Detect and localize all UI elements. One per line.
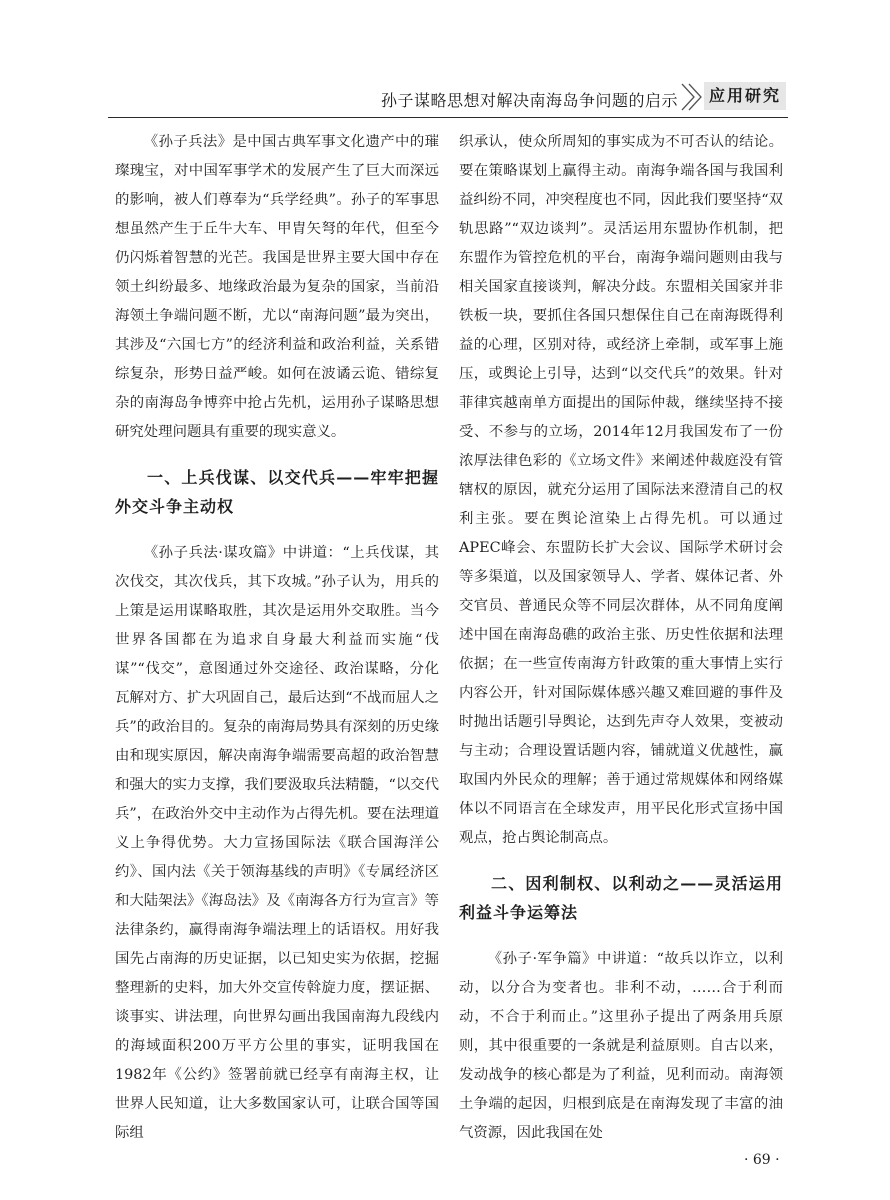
section-1-paragraph-continued: 织承认，使众所周知的事实成为不可否认的结论。要在策略谋划上赢得主动。南海争端各国与我国利益纠纷不同，冲突程度也不同，因此我们要坚持“双轨思路”“双边谈判”。灵活运用东盟协作机制，把东盟作为管控危机的平台，南海争端问题则由我与相关国家直接谈判，解决分歧。东盟相关国家并非铁板一块，要抓住各国只想保住自己在南海既得利益的心理，区别对待，或经济上牵制，或军事上施压，或舆论上引导，达到“以交代兵”的效果。针对菲律宾越南单方面提出的国际仲裁，继续坚持不接受、不参与的立场，2014年12月我国发布了一份浓厚法律色彩的《立场文件》来阐述仲裁庭没有管辖权的原因，就充分运用了国际法来澄清自己的权利主张。要在舆论渲染上占得先机。可以通过APEC峰会、东盟防长扩大会议、国际学术研讨会等多渠道，以及国家领导人、学者、媒体记者、外交官员、普通民众等不同层次群体，从不同角度阐述中国在南海岛礁的政治主张、历史性依据和法理依据；在一些宣传南海方针政策的重大事情上实行内容公开，针对国际媒体感兴趣又难回避的事件及时抛出话题引导舆论，达到先声夺人效果，变被动与主动；合理设置话题内容，铺就道义优越性，赢取国内外民众的理解；善于通过常规媒体和网络媒体以不同语言在全球发声，用平民化形式宣扬中国观点，抢占舆论制高点。 <box>459 134 783 846</box>
left-column <box>115 128 439 1148</box>
page-number: · 69 · <box>744 1152 780 1168</box>
section-2-heading: 二、因利制权、以利动之——灵活运用利益斗争运筹法 <box>459 874 783 922</box>
header-rule <box>108 117 788 118</box>
section-label-badge: 应用研究 <box>704 82 786 110</box>
section-1-paragraph: 《孙子兵法·谋攻篇》中讲道：“上兵伐谋，其次伐交，其次伐兵，其下攻城。”孙子认为，用兵的上策是运用谋略取胜，其次是运用外交取胜。当今世界各国都在为追求自身最大利益而实施“伐谋”“伐交”，意图通过外交途径、政治谋略，分化瓦解对方、扩大巩固自己，最后达到“不战而屈人之兵”的政治目的。复杂的南海局势具有深刻的历史缘由和现实原因，解决南海争端需要高超的政治智慧和强大的实力支撑，我们要汲取兵法精髓，“以交代兵”，在政治外交中主动作为占得先机。要在法理道义上争得优势。大力宣扬国际法《联合国海洋公约》、国内法《关于领海基线的声明》《专属经济区和大陆架法》《海岛法》及《南海各方行为宣言》等法律条约，赢得南海争端法理上的话语权。用好我国先占南海的历史证据，以已知史实为依据，挖掘整理新的史料，加大外交宣传斡旋力度，摆证据、谈事实、讲法理，向世界勾画出我国南海九段线内的海域面积200万平方公里的事实，证明我国在1982年《公约》签署前就已经享有南海主权，让世界人民知道，让大多数国家认可，让联合国等国际组 <box>115 545 439 1141</box>
section-1-heading: 一、上兵伐谋、以交代兵——牢牢把握外交斗争主动权 <box>115 468 439 516</box>
running-header-title: 孙子谋略思想对解决南海岛争问题的启示 <box>380 91 678 110</box>
right-column <box>459 128 783 1148</box>
running-header <box>0 72 890 118</box>
intro-paragraph: 《孙子兵法》是中国古典军事文化遗产中的璀璨瑰宝，对中国军事学术的发展产生了巨大而深远的影响，被人们尊奉为“兵学经典”。孙子的军事思想虽然产生于丘牛大车、甲胄矢弩的年代，但至今仍闪烁着智慧的光芒。我国是世界主要大国中存在领土纠纷最多、地缘政治最为复杂的国家，当前沿海领土争端问题不断，尤以“南海问题”最为突出，其涉及“六国七方”的经济利益和政治利益，关系错综复杂，形势日益严峻。如何在波谲云诡、错综复杂的南海岛争博弈中抢占先机，运用孙子谋略思想研究处理问题具有重要的现实意义。 <box>115 134 439 440</box>
section-2-paragraph: 《孙子·军争篇》中讲道：“故兵以诈立，以利动，以分合为变者也。非利不动，……合于利而动，不合于利而止。”这里孙子提出了两条用兵原则，其中很重要的一条就是利益原则。自古以来，发动战争的核心都是为了利益，见利而动。南海领土争端的起因，归根到底是在南海发现了丰富的油气资源，因此我国在处 <box>459 951 783 1141</box>
